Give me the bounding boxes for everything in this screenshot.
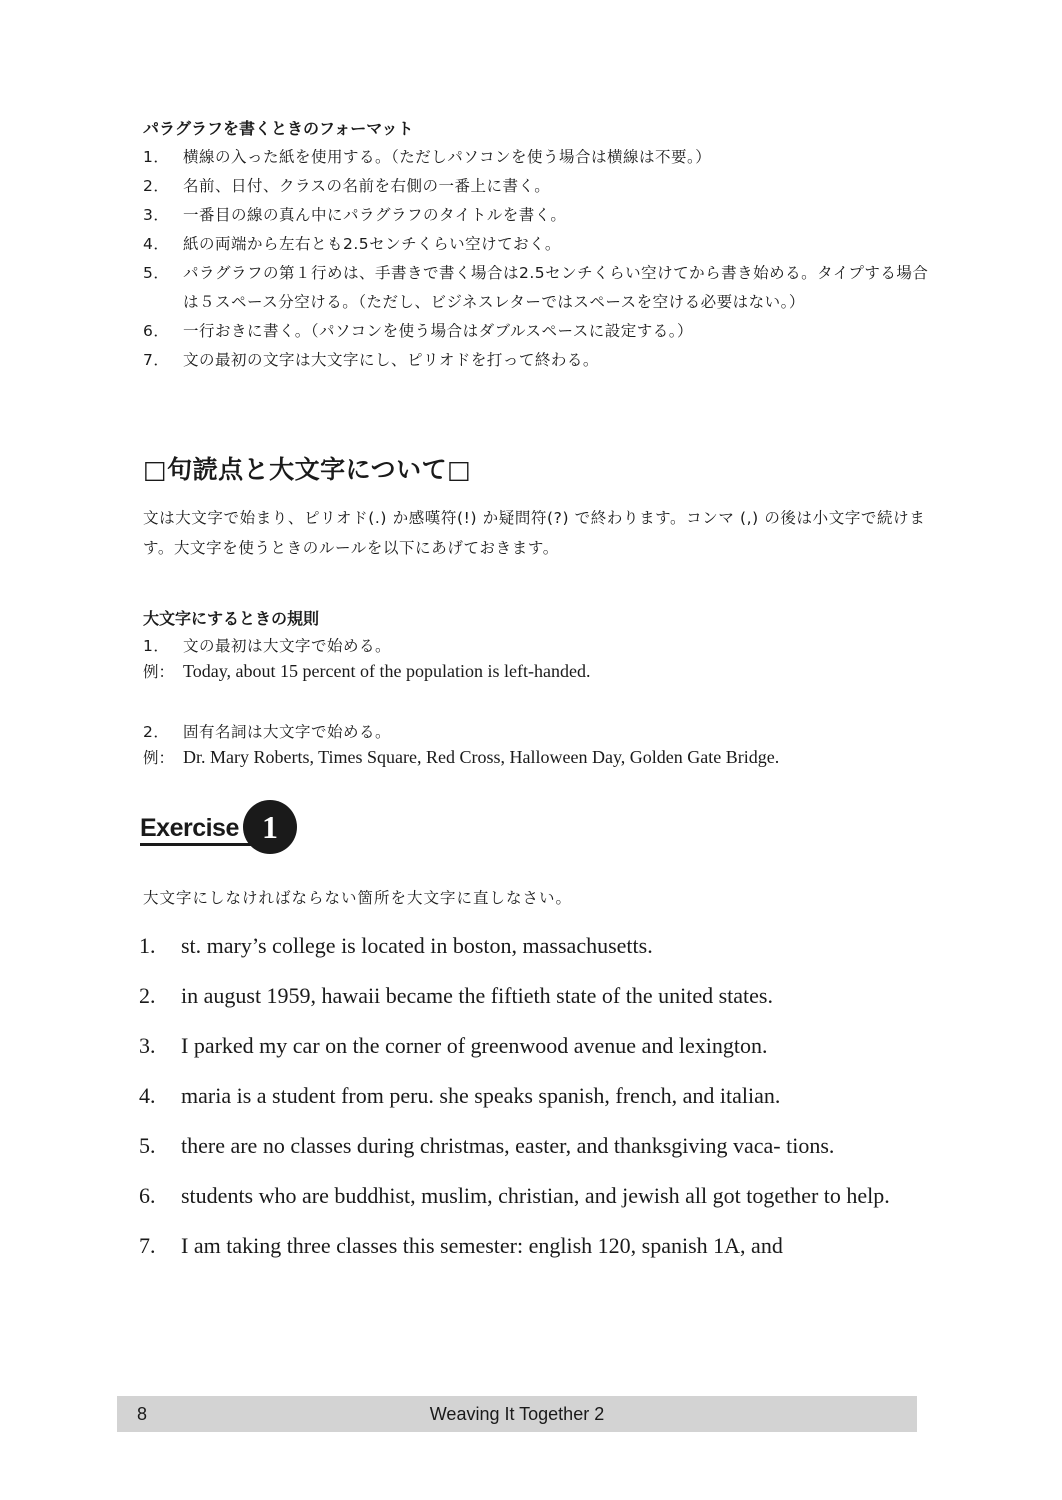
item-number: 2.	[139, 983, 156, 1008]
list-item	[143, 172, 943, 201]
example-label: 例：	[143, 663, 175, 681]
item-text: 横線の入った紙を使用する。（ただしパソコンを使う場合は横線は不要。）	[183, 148, 712, 166]
item-number: 5.	[139, 1133, 156, 1158]
list-item	[143, 317, 943, 346]
item-number: 7．	[143, 351, 170, 369]
rule-item	[143, 634, 391, 656]
item-text: st. mary’s college is located in boston, massachusetts.	[181, 933, 653, 958]
rule-text: 固有名詞は大文字で始める。	[183, 723, 392, 741]
list-item	[139, 1228, 917, 1264]
item-text: 紙の両端から左右とも2.5センチくらい空けておく。	[183, 235, 561, 253]
rule-example	[143, 746, 779, 768]
rules-title: 大文字にするときの規則	[143, 609, 320, 628]
item-text: 名前、日付、クラスの名前を右側の一番上に書く。	[183, 177, 551, 195]
exercise-label: Exercise	[140, 814, 239, 842]
item-number: 7.	[139, 1233, 156, 1258]
rule-item	[143, 720, 391, 742]
rule-text: 文の最初は大文字で始める。	[183, 637, 392, 655]
item-text: maria is a student from peru. she speaks spanish, french, and italian.	[181, 1083, 781, 1108]
list-item	[139, 1028, 917, 1064]
list-item	[139, 978, 917, 1014]
item-number: 1．	[143, 148, 170, 166]
list-item	[139, 1078, 917, 1114]
exercise-number-badge: 1	[243, 800, 297, 854]
item-text: パラグラフの第１行めは、手書きで書く場合は2.5センチくらい空けてから書き始める。タイプする場合は５スペース分空ける。（ただし、ビジネスレターではスペースを空ける必要はない。）	[183, 264, 929, 311]
section-intro: 文は大文字で始まり、ピリオド(.) か感嘆符(!) か疑問符(?) で終わります。コンマ (,) の後は小文字で続けます。大文字を使うときのルールを以下にあげておきます。	[143, 509, 926, 557]
item-text: I parked my car on the corner of greenwood avenue and lexington.	[181, 1033, 768, 1058]
list-item	[139, 1128, 917, 1164]
item-number: 6.	[139, 1183, 156, 1208]
item-text: students who are buddhist, muslim, christian, and jewish all got together to help.	[181, 1183, 890, 1208]
list-item	[143, 259, 943, 317]
rule-number: 2．	[143, 723, 170, 741]
item-number: 4．	[143, 235, 170, 253]
exercise-underline	[140, 843, 252, 846]
list-item	[143, 230, 943, 259]
list-item	[139, 928, 917, 964]
exercise-list	[139, 928, 917, 1278]
list-item	[143, 346, 943, 375]
item-number: 3.	[139, 1033, 156, 1058]
item-number: 4.	[139, 1083, 156, 1108]
item-text: 文の最初の文字は大文字にし、ピリオドを打って終わる。	[183, 351, 599, 369]
item-text: 一番目の線の真ん中にパラグラフのタイトルを書く。	[183, 206, 567, 224]
exercise-heading	[140, 800, 320, 860]
page-footer	[117, 1396, 917, 1432]
example-text: Today, about 15 percent of the population is left-handed.	[183, 661, 591, 681]
book-title: Weaving It Together 2	[429, 1404, 605, 1424]
item-text: in august 1959, hawaii became the fiftieth state of the united states.	[181, 983, 773, 1008]
item-text: 一行おきに書く。（パソコンを使う場合はダブルスペースに設定する。）	[183, 322, 694, 340]
item-number: 5．	[143, 264, 170, 282]
rule-number: 1．	[143, 637, 170, 655]
example-text: Dr. Mary Roberts, Times Square, Red Cross, Halloween Day, Golden Gate Bridge.	[183, 747, 780, 767]
rule-example	[143, 660, 590, 682]
page-number: 8	[137, 1404, 148, 1424]
item-number: 6．	[143, 322, 170, 340]
list-item	[143, 143, 943, 172]
item-number: 1.	[139, 933, 156, 958]
item-text: there are no classes during christmas, easter, and thanksgiving vaca- tions.	[181, 1133, 835, 1158]
example-label: 例：	[143, 749, 175, 767]
item-number: 2．	[143, 177, 170, 195]
item-text: I am taking three classes this semester: english 120, spanish 1A, and	[181, 1233, 783, 1258]
section-heading: □句読点と大文字について□	[143, 455, 472, 484]
format-list	[143, 143, 943, 375]
list-item	[139, 1178, 917, 1214]
exercise-instruction: 大文字にしなければならない箇所を大文字に直しなさい。	[143, 889, 573, 907]
format-section-title: パラグラフを書くときのフォーマット	[143, 119, 414, 138]
list-item	[143, 201, 943, 230]
item-number: 3．	[143, 206, 170, 224]
